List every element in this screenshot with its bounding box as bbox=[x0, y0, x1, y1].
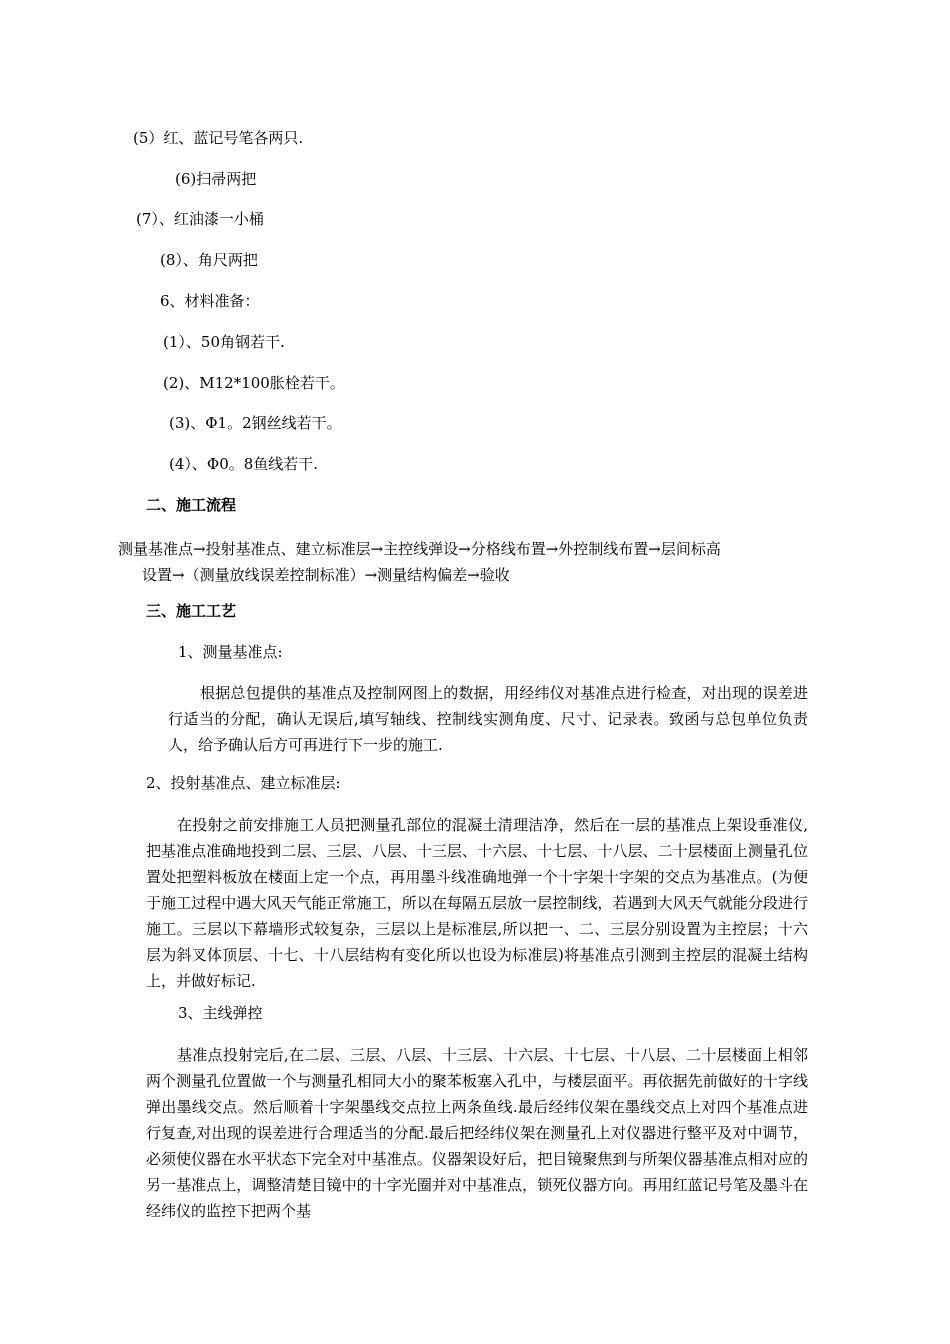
process-flow-line-2: 设置→（测量放线误差控制标准）→测量结构偏差→验收 bbox=[142, 566, 510, 584]
material-item-3: (3)、Φ1。2钢丝线若干。 bbox=[169, 414, 342, 432]
subsection-1-body: 根据总包提供的基准点及控制网图上的数据，用经纬仪对基准点进行检查，对出现的误差进行适当的分配，确认无误后,填写轴线、控制线实测角度、尺寸、记录表。致函与总包单位负责人，给予确认后方可再进行下一步的施工. bbox=[168, 684, 808, 754]
material-item-2: (2)、M12*100胀栓若干。 bbox=[163, 374, 345, 392]
subsection-2-body: 在投射之前安排施工人员把测量孔部位的混凝土清理洁净，然后在一层的基准点上架设垂准仪,把基准点准确地投到二层、三层、八层、十三层、十六层、十七层、十八层、二十层楼面上测量孔位置处把塑料板放在楼面上定一个点，再用墨斗线准确地弹一个十字架十字架的交点为基准点。(为便于施工过程中遇大风天气能正常施工，所以在每隔五层放一层控制线，若遇到大风天气就能分段进行施工。三层以下幕墙形式较复杂，三层以上是标准层,所以把一、二、三层分别设置为主控层；十六层为斜叉体顶层、十七、十八层结构有变化所以也设为标准层)将基准点引测到主控层的混凝土结构上，并做好标记. bbox=[146, 816, 808, 990]
subsection-3-title: 3、主线弹控 bbox=[178, 1004, 263, 1022]
materials-title: 6、材料准备： bbox=[160, 292, 260, 310]
subsection-1-title: 1、测量基准点: bbox=[178, 643, 283, 661]
tool-item-8: (8）、角尺两把 bbox=[160, 251, 258, 269]
tool-item-5: (5）红、蓝记号笔各两只. bbox=[133, 129, 304, 147]
process-flow bbox=[118, 536, 818, 588]
material-item-4: (4）、Φ0。8鱼线若干. bbox=[169, 455, 319, 473]
subsection-2-title: 2、投射基准点、建立标准层: bbox=[146, 774, 341, 792]
tool-item-6: (6)扫帚两把 bbox=[175, 170, 257, 188]
subsection-3-body: 基准点投射完后,在二层、三层、八层、十三层、十六层、十七层、十八层、二十层楼面上相邻两个测量孔位置做一个与测量孔相同大小的聚苯板塞入孔中，与楼层面平。再依据先前做好的十字线弹出墨线交点。然后顺着十字架墨线交点拉上两条鱼线.最后经纬仪架在墨线交点上对四个基准点进行复查,对出现的误差进行合理适当的分配.最后把经纬仪架在测量孔上对仪器进行整平及对中调节，必须使仪器在水平状态下完全对中基准点。仪器架设好后，把目镜聚焦到与所架仪器基准点相对应的另一基准点上，调整清楚目镜中的十字光圈并对中基准点，锁死仪器方向。再用红蓝记号笔及墨斗在经纬仪的监控下把两个基 bbox=[146, 1046, 808, 1220]
section-3-heading: 三、施工工艺 bbox=[146, 602, 237, 620]
process-flow-line-1: 测量基准点→投射基准点、建立标准层→主控线弹设→分格线布置→外控制线布置→层间标高 bbox=[118, 540, 721, 558]
section-2-heading: 二、施工流程 bbox=[146, 496, 237, 514]
material-item-1: (1）、50角钢若干. bbox=[163, 333, 285, 351]
tool-item-7: (7）、红油漆一小桶 bbox=[136, 210, 264, 228]
